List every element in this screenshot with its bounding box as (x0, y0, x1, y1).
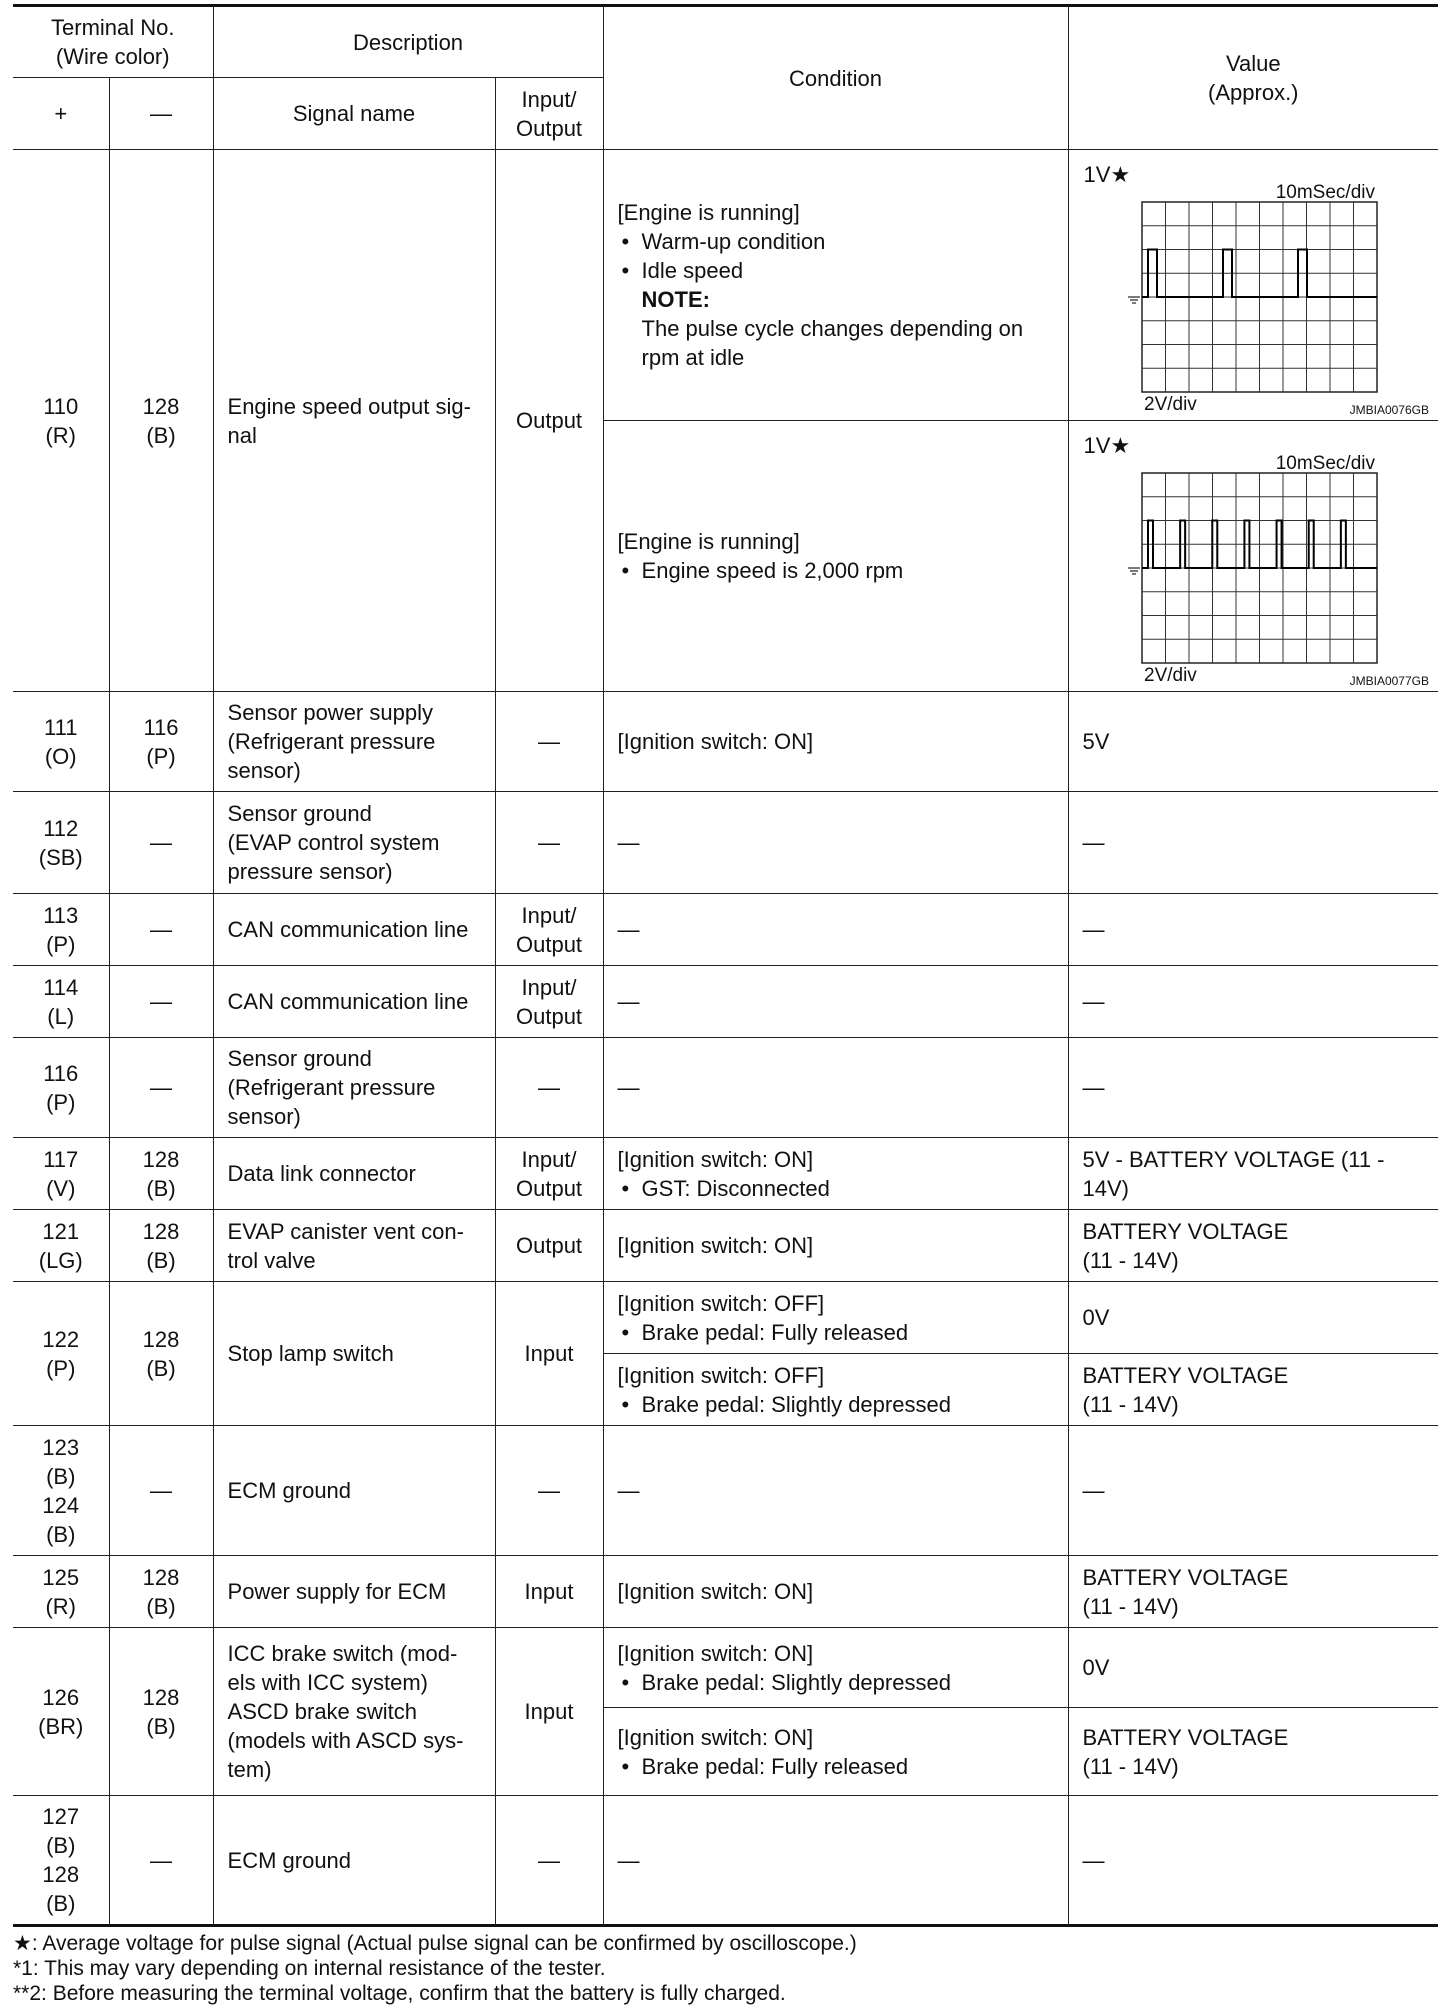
table-row (13, 1038, 1438, 1138)
condition-cell (603, 150, 1068, 421)
footnote-1: *1: This may vary depending on internal resistance of the tester. (13, 1957, 606, 1980)
condition-cell (603, 1210, 1068, 1282)
value-cell: 0V (1068, 1628, 1438, 1708)
signal-name: ICC brake switch (mod- els with ICC system) ASCD brake switch (models with ASCD sys- tem) (213, 1628, 495, 1796)
figure-code: JMBIA0077GB (1349, 674, 1429, 688)
terminal-plus: 111 (O) (13, 692, 109, 792)
condition-heading: [Ignition switch: ON] (617, 1724, 814, 1750)
signal-name: Sensor ground (EVAP control system pressure sensor) (213, 792, 495, 894)
value-cell: — (1068, 1796, 1438, 1926)
condition-cell (603, 792, 1068, 894)
terminal-minus: — (109, 894, 213, 966)
terminal-minus: — (109, 792, 213, 894)
header-plus: + (13, 78, 109, 150)
terminal-minus: 128 (B) (109, 1282, 213, 1426)
table-row (13, 966, 1438, 1038)
signal-name: EVAP canister vent con- trol valve (213, 1210, 495, 1282)
condition-cell (603, 421, 1068, 692)
footnotes (13, 1931, 1438, 2006)
input-output: Output (495, 1210, 603, 1282)
condition-heading: — (617, 830, 640, 855)
value-cell: — (1068, 894, 1438, 966)
header-minus: — (109, 78, 213, 150)
table-row (13, 1138, 1438, 1210)
table-row (13, 1796, 1438, 1926)
footnote-star: ★: Average voltage for pulse signal (Actual pulse signal can be confirmed by oscilloscope.) (13, 1932, 857, 1955)
terminal-plus: 116 (P) (13, 1038, 109, 1138)
value-cell: BATTERY VOLTAGE (11 - 14V) (1068, 1210, 1438, 1282)
table-row (13, 1210, 1438, 1282)
terminal-minus: — (109, 1796, 213, 1926)
scope-timebase: 10mSec/div (1275, 182, 1375, 203)
table-row (13, 894, 1438, 966)
condition-bullets (618, 1318, 1058, 1347)
oscilloscope-svg (1069, 150, 1439, 420)
oscilloscope-svg (1069, 421, 1439, 691)
oscilloscope-figure (1069, 150, 1439, 420)
terminal-plus: 114 (L) (13, 966, 109, 1038)
value-cell: 5V - BATTERY VOLTAGE (11 - 14V) (1068, 1138, 1438, 1210)
input-output: Input/ Output (495, 1138, 603, 1210)
table-row (13, 692, 1438, 792)
condition-heading: — (617, 1847, 640, 1873)
input-output: — (495, 692, 603, 792)
note-label: NOTE: (641, 287, 710, 312)
condition-bullets (618, 1390, 1058, 1419)
signal-name: Sensor power supply (Refrigerant pressure sensor) (213, 692, 495, 792)
condition-bullets (618, 556, 1058, 585)
table-row (13, 1628, 1438, 1708)
input-output: Input/ Output (495, 966, 603, 1038)
scope-value: 1V★ (1083, 162, 1131, 187)
value-cell: — (1068, 792, 1438, 894)
condition-heading: — (617, 917, 640, 942)
condition-bullet: • Brake pedal: Slightly depressed (618, 1668, 1058, 1697)
terminal-plus: 125 (R) (13, 1556, 109, 1628)
value-cell: BATTERY VOLTAGE (11 - 14V) (1068, 1708, 1438, 1796)
input-output: — (495, 1796, 603, 1926)
condition-heading: [Ignition switch: ON] (617, 729, 814, 754)
condition-cell (603, 1038, 1068, 1138)
input-output: Input (495, 1628, 603, 1796)
condition-bullet: • Engine speed is 2,000 rpm (618, 556, 1058, 585)
terminal-plus: 113 (P) (13, 894, 109, 966)
condition-cell (603, 1354, 1068, 1426)
condition-bullet: • Idle speed (618, 256, 1058, 285)
header-description: Description (213, 6, 603, 78)
condition-heading: [Engine is running] (617, 200, 800, 225)
condition-cell (603, 1282, 1068, 1354)
scope-voltdiv: 2V/div (1143, 665, 1197, 686)
terminal-minus: 128 (B) (109, 1556, 213, 1628)
header-signal-name: Signal name (213, 78, 495, 150)
terminal-spec-table (13, 4, 1438, 1927)
condition-heading: [Ignition switch: OFF] (617, 1362, 825, 1388)
terminal-plus: 122 (P) (13, 1282, 109, 1426)
condition-bullets (618, 1668, 1058, 1697)
terminal-minus: 116 (P) (109, 692, 213, 792)
condition-cell (603, 966, 1068, 1038)
terminal-spec-page (13, 4, 1438, 2006)
header-terminal-no: Terminal No. (Wire color) (13, 6, 213, 78)
condition-bullet: • Brake pedal: Fully released (618, 1752, 1058, 1781)
condition-cell (603, 1796, 1068, 1926)
table-row (13, 150, 1438, 421)
value-cell (1068, 150, 1438, 421)
input-output: Input (495, 1282, 603, 1426)
condition-bullet: • Brake pedal: Fully released (618, 1318, 1058, 1347)
table-row (13, 1426, 1438, 1556)
signal-name: Sensor ground (Refrigerant pressure sensor) (213, 1038, 495, 1138)
condition-heading: [Ignition switch: ON] (617, 1579, 814, 1604)
condition-bullet: • GST: Disconnected (618, 1174, 1058, 1203)
value-cell: — (1068, 966, 1438, 1038)
table-row (13, 792, 1438, 894)
terminal-minus: — (109, 1426, 213, 1556)
terminal-plus: 112 (SB) (13, 792, 109, 894)
footnote-2: **2: Before measuring the terminal voltage, confirm that the battery is fully charged. (13, 1982, 786, 2005)
input-output: — (495, 1038, 603, 1138)
terminal-minus: 128 (B) (109, 1210, 213, 1282)
condition-cell (603, 692, 1068, 792)
terminal-plus: 117 (V) (13, 1138, 109, 1210)
condition-heading: — (617, 1478, 640, 1503)
signal-name: Engine speed output sig- nal (213, 150, 495, 692)
condition-cell (603, 894, 1068, 966)
condition-cell (603, 1426, 1068, 1556)
signal-name: ECM ground (213, 1796, 495, 1926)
oscilloscope-figure (1069, 421, 1439, 691)
value-cell: BATTERY VOLTAGE (11 - 14V) (1068, 1556, 1438, 1628)
value-cell: BATTERY VOLTAGE (11 - 14V) (1068, 1354, 1438, 1426)
value-cell: 0V (1068, 1282, 1438, 1354)
input-output: Input/ Output (495, 894, 603, 966)
condition-heading: [Ignition switch: ON] (617, 1640, 814, 1666)
condition-cell (603, 1628, 1068, 1708)
condition-heading: — (617, 1075, 640, 1100)
condition-bullet: • Brake pedal: Slightly depressed (618, 1390, 1058, 1419)
figure-code: JMBIA0076GB (1349, 403, 1429, 417)
note-text: The pulse cycle changes depending on rpm at idle (641, 316, 1024, 370)
condition-heading: [Ignition switch: ON] (617, 1233, 814, 1258)
table-row (13, 1282, 1438, 1354)
signal-name: ECM ground (213, 1426, 495, 1556)
terminal-minus: 128 (B) (109, 150, 213, 692)
signal-name: CAN communication line (213, 894, 495, 966)
condition-bullet: • Warm-up condition (618, 227, 1058, 256)
header-value: Value (Approx.) (1068, 6, 1438, 150)
condition-heading: [Ignition switch: ON] (617, 1146, 814, 1172)
condition-bullets (618, 1752, 1058, 1781)
terminal-minus: — (109, 966, 213, 1038)
condition-bullets (618, 227, 1058, 285)
condition-bullets (618, 1174, 1058, 1203)
signal-name: Stop lamp switch (213, 1282, 495, 1426)
condition-heading: [Ignition switch: OFF] (617, 1290, 825, 1316)
signal-name: CAN communication line (213, 966, 495, 1038)
header-input-output: Input/ Output (495, 78, 603, 150)
scope-timebase: 10mSec/div (1275, 453, 1375, 474)
input-output: Output (495, 150, 603, 692)
terminal-plus: 123 (B) 124 (B) (13, 1426, 109, 1556)
input-output: — (495, 1426, 603, 1556)
table-body (13, 150, 1438, 1926)
terminal-plus: 110 (R) (13, 150, 109, 692)
header-condition: Condition (603, 6, 1068, 150)
value-cell: 5V (1068, 692, 1438, 792)
value-cell (1068, 421, 1438, 692)
scope-voltdiv: 2V/div (1143, 394, 1197, 415)
condition-cell (603, 1708, 1068, 1796)
scope-value: 1V★ (1083, 433, 1131, 458)
input-output: Input (495, 1556, 603, 1628)
condition-cell (603, 1138, 1068, 1210)
terminal-plus: 126 (BR) (13, 1628, 109, 1796)
condition-heading: [Engine is running] (617, 529, 800, 554)
terminal-minus: 128 (B) (109, 1138, 213, 1210)
value-cell: — (1068, 1426, 1438, 1556)
condition-heading: — (617, 989, 640, 1014)
terminal-minus: 128 (B) (109, 1628, 213, 1796)
condition-note (618, 285, 1058, 372)
terminal-plus: 121 (LG) (13, 1210, 109, 1282)
input-output: — (495, 792, 603, 894)
terminal-minus: — (109, 1038, 213, 1138)
signal-name: Data link connector (213, 1138, 495, 1210)
terminal-plus: 127 (B) 128 (B) (13, 1796, 109, 1926)
value-cell: — (1068, 1038, 1438, 1138)
condition-cell (603, 1556, 1068, 1628)
signal-name: Power supply for ECM (213, 1556, 495, 1628)
table-row (13, 1556, 1438, 1628)
